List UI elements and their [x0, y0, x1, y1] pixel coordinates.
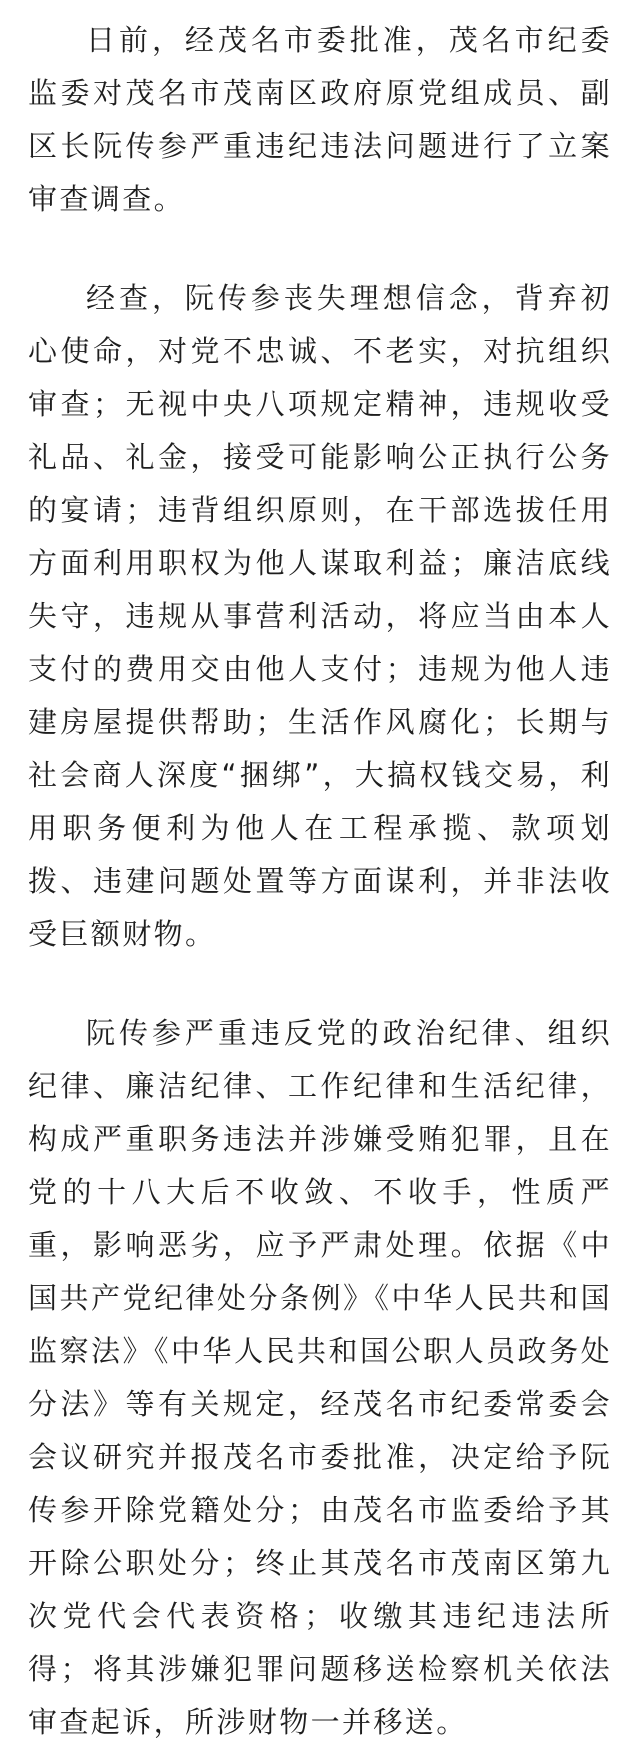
- paragraph-investigation-findings: 经查，阮传参丧失理想信念，背弃初心使命，对党不忠诚、不老实，对抗组织审查；无视中央八项规定精神，违规收受礼品、礼金，接受可能影响公正执行公务的宴请；违背组织原则，在干部选拔任用方面利用职权为他人谋取利益；廉洁底线失守，违规从事营利活动，将应当由本人支付的费用交由他人支付；违规为他人违建房屋提供帮助；生活作风腐化；长期与社会商人深度“捆绑”，大搞权钱交易，利用职务便利为他人在工程承揽、款项划拨、违建问题处置等方面谋利，并非法收受巨额财物。: [28, 281, 612, 951]
- paragraph-case-filing: 日前，经茂名市委批准，茂名市纪委监委对茂名市茂南区政府原党组成员、副区长阮传参严重违纪违法问题进行了立案审查调查。: [28, 23, 612, 216]
- paragraph-disciplinary-decision: 阮传参严重违反党的政治纪律、组织纪律、廉洁纪律、工作纪律和生活纪律，构成严重职务违法并涉嫌受贿犯罪，且在党的十八大后不收敛、不收手，性质严重，影响恶劣，应予严肃处理。依据《中国共产党纪律处分条例》《中华人民共和国监察法》《中华人民共和国公职人员政务处分法》等有关规定，经茂名市纪委常委会会议研究并报茂名市委批准，决定给予阮传参开除党籍处分；由茂名市监委给予其开除公职处分；终止其茂名市茂南区第九次党代会代表资格；收缴其违纪违法所得；将其涉嫌犯罪问题移送检察机关依法审查起诉，所涉财物一并移送。: [28, 1016, 612, 1739]
